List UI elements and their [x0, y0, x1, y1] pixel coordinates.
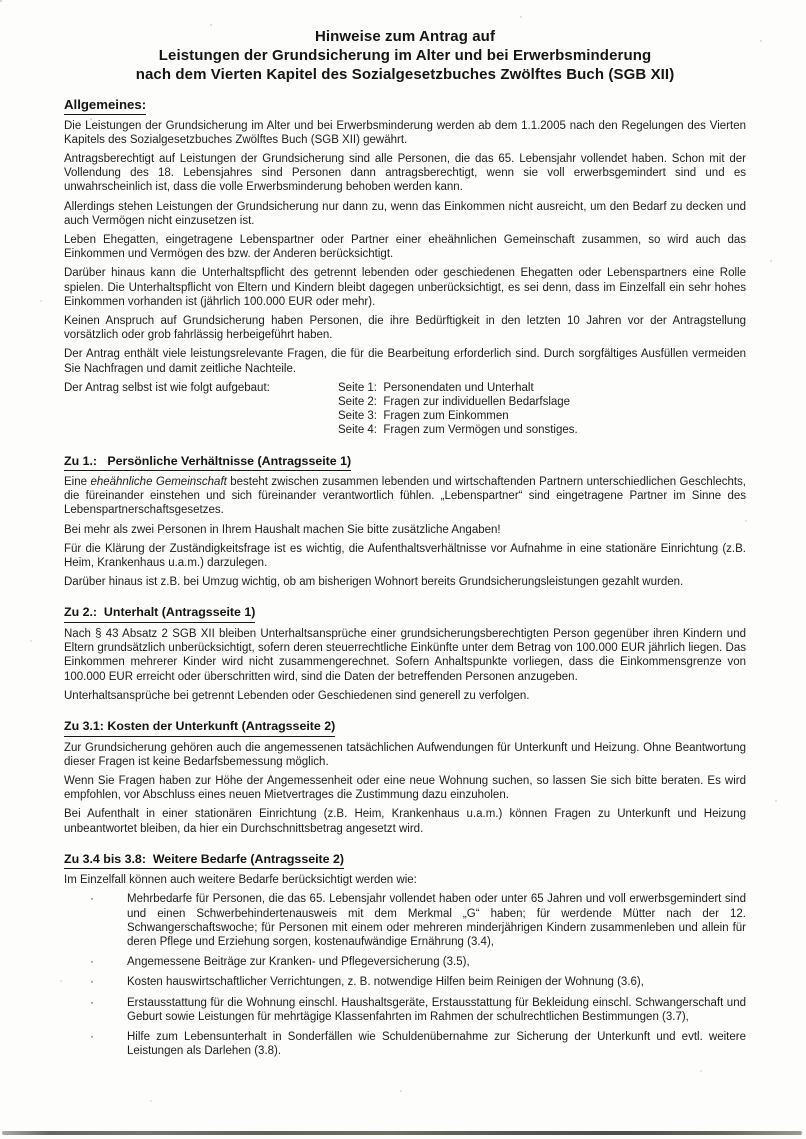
title-line-2: Leistungen der Grundsicherung im Alter und bei Erwerbsminderung [158, 47, 652, 64]
antrag-structure-label: Der Antrag selbst ist wie folgt aufgebaut: [64, 381, 270, 394]
section-heading-zu34: Zu 3.4 bis 3.8: Weitere Bedarfe (Antragsseite 2) [64, 852, 344, 870]
section-heading-zu1: Zu 1.: Persönliche Verhältnisse (Antragsseite 1) [64, 454, 351, 472]
bullet-marker: · [90, 996, 94, 1009]
italic-term: eheähnliche Gemeinschaft [90, 476, 227, 489]
scan-noise [0, 0, 2, 2]
paragraph: Darüber hinaus kann die Unterhaltspflicht des getrennt lebenden oder geschiedenen Ehegatten oder Lebenspartners eine Rolle spielen. Die Unterhaltspflicht von Eltern und Kindern bleibt dagegen unberücksichtigt, es sei denn, dass im Einzelfall ein sehr hohes Einkommen vorhanden ist (jährlich 100.000 EUR oder mehr). [64, 267, 746, 308]
paragraph: Darüber hinaus ist z.B. bei Umzug wichtig, ob am bisherigen Wohnort bereits Grundsicherungsleistungen gezahlt wurden. [64, 576, 684, 589]
section-zu34 [64, 850, 746, 1059]
section-heading-zu2: Zu 2.: Unterhalt (Antragsseite 1) [64, 605, 255, 623]
paragraph: Antragsberechtigt auf Leistungen der Grundsicherung sind alle Personen, die das 65. Lebensjahr vollendet haben. Schon mit der Vollendung des 18. Lebensjahres sind Personen dann antragsberechtigt, wenn sie voll erwerbsgemindert sind und es unwahrscheinlich ist, dass die volle Erwerbsminderung behoben werden kann. [64, 152, 746, 194]
paragraph: Der Antrag enthält viele leistungsrelevante Fragen, die für die Bearbeitung erforderlich sind. Durch sorgfältiges Ausfüllen vermeiden Sie Nachfragen und damit zeitliche Nachteile. [64, 348, 746, 375]
antrag-structure [64, 381, 746, 438]
list-item: · Kosten hauswirtschaftlicher Verrichtungen, z. B. notwendige Hilfen beim Reinigen der Wohnung (3.6), [64, 975, 746, 989]
list-item: Seite 1: Personendaten und Unterhalt [338, 381, 534, 394]
paragraph: Im Einzelfall können auch weitere Bedarfe berücksichtigt werden wie: [64, 874, 417, 887]
paragraph: Für die Klärung der Zuständigkeitsfrage ist es wichtig, die Aufenthaltsverhältnisse vor Aufnahme in eine stationäre Einrichtung (z.B. Heim, Krankenhaus u.a.m.) darzulegen. [64, 542, 746, 570]
paragraph: Unterhaltsansprüche bei getrennt Lebenden oder Geschiedenen sind generell zu verfolgen. [64, 689, 530, 702]
paragraph: Wenn Sie Fragen haben zur Höhe der Angemessenheit oder eine neue Wohnung suchen, so lassen Sie sich bitte beraten. Es wird empfohlen, vor Abschluss eines neuen Mietvertrages die Zustimmung dazu einzuholen. [64, 774, 746, 802]
bullet-marker: · [90, 976, 94, 989]
section-heading-allgemeines: Allgemeines: [64, 97, 146, 115]
scan-edge [2, 1131, 802, 1135]
list-item: · Hilfe zum Lebensunterhalt in Sonderfällen wie Schuldenübernahme zur Sicherung der Unterkunft und evtl. weitere Leistungen als Darlehen (3.8). [64, 1030, 746, 1058]
paragraph: Bei Aufenthalt in einer stationären Einrichtung (z.B. Heim, Krankenhaus u.a.m.) können Fragen zu Unterkunft und Heizung unbeantwortet bleiben, da hier ein Durchschnittsbetrag angesetzt wird. [64, 808, 746, 835]
bullet-marker: · [90, 893, 94, 906]
paragraph: Allerdings stehen Leistungen der Grundsicherung nur dann zu, wenn das Einkommen nicht ausreicht, um den Bedarf zu decken und auch Vermögen nicht einzusetzen ist. [64, 200, 746, 227]
bullet-list [64, 892, 746, 1058]
paragraph: Leben Ehegatten, eingetragene Lebenspartner oder Partner einer eheähnlichen Gemeinschaft zusammen, so wird auch das Einkommen und Vermögen des bzw. der Anderen berücksichtigt. [64, 233, 746, 261]
list-item: · Erstausstattung für die Wohnung einschl. Haushaltsgeräte, Erstausstattung für Bekleidung einschl. Schwangerschaft und Geburt sowie Leistungen für mehrtägige Klassenfahrten im Rahmen der schulrechtlichen Bestimmungen (3.7), [64, 996, 746, 1024]
list-item: Seite 4: Fragen zum Vermögen und sonstiges. [338, 424, 578, 437]
section-zu31 [64, 717, 746, 836]
paragraph: Zur Grundsicherung gehören auch die angemessenen tatsächlichen Aufwendungen für Unterkunft und Heizung. Ohne Beantwortung dieser Fragen ist keine Bedarfsbemessung möglich. [64, 741, 746, 768]
paragraph: Keinen Anspruch auf Grundsicherung haben Personen, die ihre Bedürftigkeit in den letzten 10 Jahren vor der Antragstellung vorsätzlich oder grob fahrlässig herbeigeführt haben. [64, 314, 746, 342]
list-item: · Mehrbedarfe für Personen, die das 65. Lebensjahr vollendet haben oder unter 65 Jahren und voll erwerbsgemindert sind und einen Schwerbehindertenausweis mit dem Merkmal „G“ haben; für werdende Mütter nach der 12. Schwangerschaftswoche; für Personen mit einem oder mehreren minderjährigen Kindern zusammenleben und allein für deren Pflege und Erziehung sorgen, kostenaufwändige Ernährung (3.4), [64, 892, 746, 949]
list-item: · Angemessene Beiträge zur Kranken- und Pflegeversicherung (3.5), [64, 955, 746, 969]
paragraph: Nach § 43 Absatz 2 SGB XII bleiben Unterhaltsansprüche einer grundsicherungsberechtigten Person gegenüber ihren Kindern und Eltern grundsätzlich unberücksichtigt, sofern deren steuerrechtliche Einkünfte unter dem Betrag von 100.000 EUR jährlich liegen. Das Einkommen mehrerer Kinder wird nicht zusammengerechnet. Sofern Anhaltspunkte vorliegen, dass die Einkommensgrenze von 100.000 EUR erreicht oder überschritten wird, sind die Daten der betreffenden Personen anzugeben. [64, 627, 746, 683]
section-heading-zu31: Zu 3.1: Kosten der Unterkunft (Antragsseite 2) [64, 719, 335, 737]
bullet-marker: · [90, 956, 94, 969]
bullet-marker: · [90, 1031, 94, 1044]
section-allgemeines [64, 96, 746, 438]
list-item: Seite 3: Fragen zum Einkommen [338, 410, 509, 423]
document-title [64, 27, 746, 84]
section-zu1 [64, 452, 746, 590]
title-line-3: nach dem Vierten Kapitel des Sozialgesetzbuches Zwölftes Buch (SGB XII) [135, 66, 675, 83]
section-zu2 [64, 603, 746, 703]
title-line-1: Hinweise zum Antrag auf [314, 28, 496, 45]
antrag-structure-list [338, 381, 578, 438]
paragraph: Die Leistungen der Grundsicherung im Alter und bei Erwerbsminderung werden ab dem 1.1.2005 nach den Regelungen des Vierten Kapitels des Sozialgesetzbuches Zwölftes Buch (SGB XII) gewährt. [64, 119, 746, 146]
list-item: Seite 2: Fragen zur individuellen Bedarfslage [338, 395, 571, 408]
paragraph: Eine eheähnliche Gemeinschaft besteht zwischen zusammen lebenden und wirtschaftenden Partnern unterschiedlichen Geschlechts, die füreinander einstehen und sich füreinander verantwortlich fühlen. „Lebenspartner“ sind eingetragene Partner im Sinne des Lebenspartnerschaftsgesetzes. [64, 476, 746, 517]
paragraph: Bei mehr als zwei Personen in Ihrem Haushalt machen Sie bitte zusätzliche Angaben! [64, 523, 501, 536]
